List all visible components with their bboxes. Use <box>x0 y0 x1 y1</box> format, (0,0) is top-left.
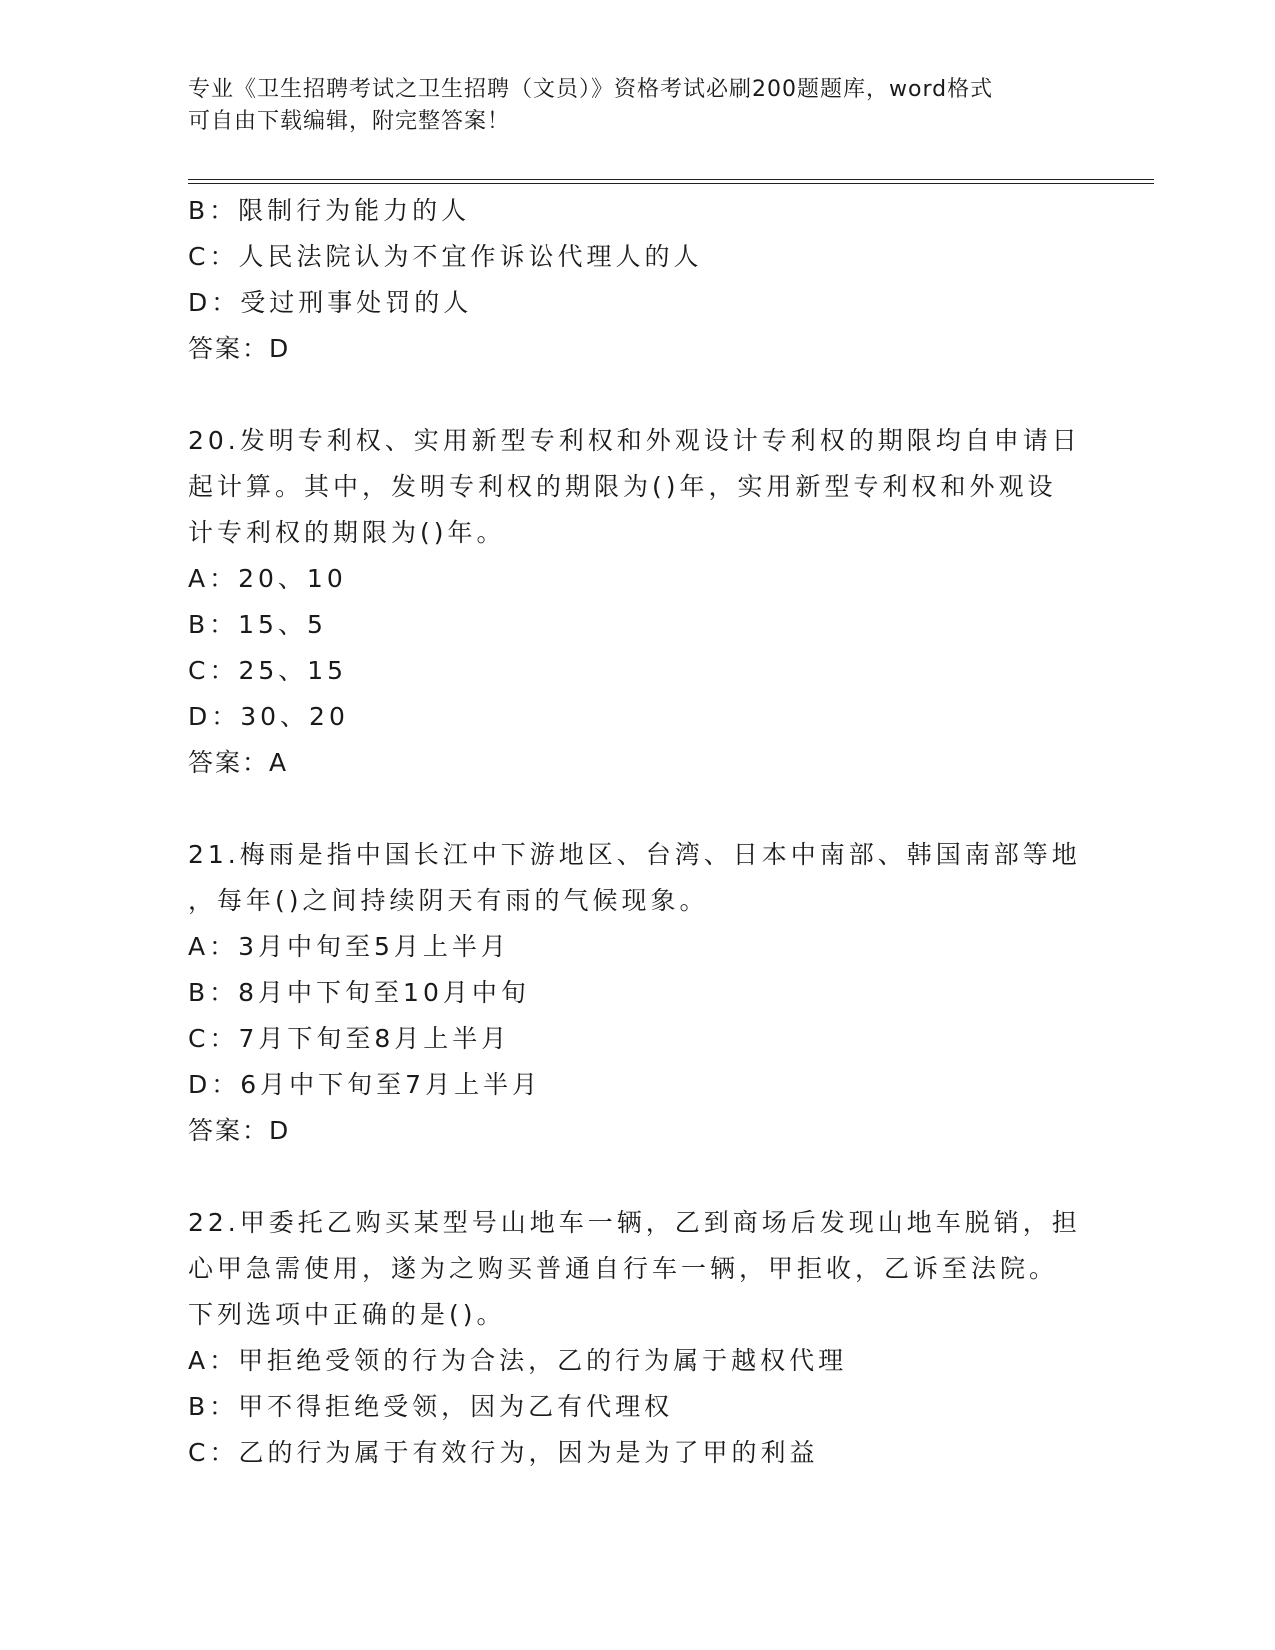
answer: 答案：D <box>188 1116 291 1145</box>
document-header <box>188 74 1088 138</box>
header-rule-top <box>188 179 1154 180</box>
document-body <box>188 188 1088 1476</box>
spacer <box>188 372 1088 418</box>
question-stem-line: 下列选项中正确的是()。 <box>188 1300 506 1329</box>
question-stem-line: 21.梅雨是指中国长江中下游地区、台湾、日本中南部、韩国南部等地 <box>188 840 1081 869</box>
option-a: A：3月中旬至5月上半月 <box>188 932 510 961</box>
option-a: A：甲拒绝受领的行为合法，乙的行为属于越权代理 <box>188 1346 848 1375</box>
option-b: B：8月中下旬至10月中旬 <box>188 978 530 1007</box>
option-a: A：20、10 <box>188 564 347 593</box>
option-b: B：15、5 <box>188 610 327 639</box>
option-c: C：7月下旬至8月上半月 <box>188 1024 511 1053</box>
option-c: C：乙的行为属于有效行为，因为是为了甲的利益 <box>188 1438 819 1467</box>
question-19-tail <box>188 188 1088 372</box>
option-c: C：25、15 <box>188 656 348 685</box>
option-b: B：限制行为能力的人 <box>188 196 471 225</box>
question-stem-line: 心甲急需使用，遂为之购买普通自行车一辆，甲拒收，乙诉至法院。 <box>188 1254 1059 1283</box>
header-rule-bottom <box>188 183 1154 184</box>
spacer <box>188 1154 1088 1200</box>
question-stem-line: 22.甲委托乙购买某型号山地车一辆，乙到商场后发现山地车脱销，担 <box>188 1208 1081 1237</box>
question-20 <box>188 418 1088 786</box>
option-d: D：6月中下旬至7月上半月 <box>188 1070 542 1099</box>
option-b: B：甲不得拒绝受领，因为乙有代理权 <box>188 1392 674 1421</box>
question-21 <box>188 832 1088 1154</box>
question-22 <box>188 1200 1088 1476</box>
header-line-1: 专业《卫生招聘考试之卫生招聘（文员）》资格考试必刷200题题库，word格式 <box>188 77 994 102</box>
question-stem-line: 20.发明专利权、实用新型专利权和外观设计专利权的期限均自申请日 <box>188 426 1081 455</box>
spacer <box>188 786 1088 832</box>
header-line-2: 可自由下载编辑，附完整答案！ <box>188 109 511 134</box>
answer: 答案：D <box>188 334 291 363</box>
option-c: C：人民法院认为不宜作诉讼代理人的人 <box>188 242 703 271</box>
option-d: D：受过刑事处罚的人 <box>188 288 473 317</box>
answer: 答案：A <box>188 748 289 777</box>
question-stem-line: ，每年()之间持续阴天有雨的气候现象。 <box>188 886 709 915</box>
option-d: D：30、20 <box>188 702 349 731</box>
question-stem-line: 起计算。其中，发明专利权的期限为()年，实用新型专利权和外观设 <box>188 472 1057 501</box>
question-stem-line: 计专利权的期限为()年。 <box>188 518 506 547</box>
